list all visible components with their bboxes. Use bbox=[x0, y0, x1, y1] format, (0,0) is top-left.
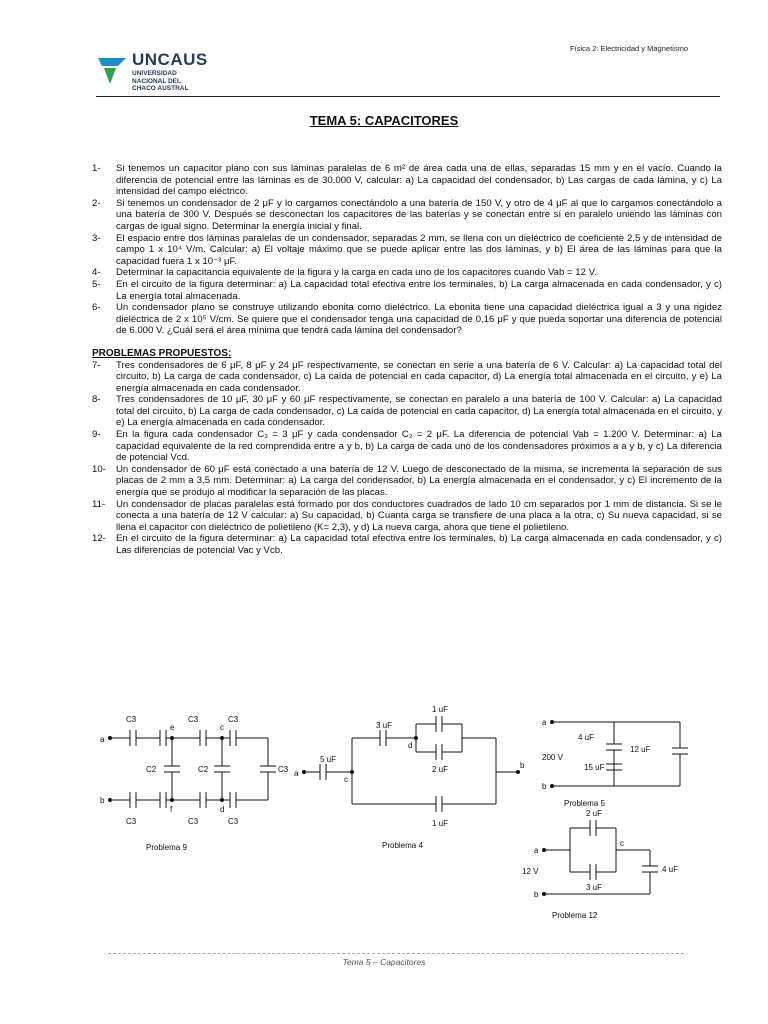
logo-sub-line: NACIONAL DEL bbox=[132, 77, 181, 85]
problem-text: En el circuito de la figura determinar: a) La capacidad total efectiva entre los terminales, b) La carga almacenada en cada condensador, y c) Las diferencias de potencial Vac y Vcb. bbox=[116, 533, 722, 556]
problem-item bbox=[92, 394, 722, 429]
circuit-problema-4 bbox=[294, 705, 525, 850]
problem-number: 12- bbox=[92, 533, 106, 545]
node-b-label: b bbox=[520, 761, 525, 770]
caption-problema-9: Problema 9 bbox=[146, 843, 187, 852]
problem-item bbox=[92, 429, 722, 464]
problem-number: 1- bbox=[92, 163, 101, 174]
cap-12uf-label: 12 uF bbox=[630, 745, 651, 754]
circuit-problema-12 bbox=[522, 809, 678, 920]
cap-c3-label: C3 bbox=[228, 715, 239, 724]
problem-number: 7- bbox=[92, 359, 101, 371]
footer-divider bbox=[108, 953, 684, 954]
problem-number: 5- bbox=[92, 278, 101, 290]
page-title: TEMA 5: CAPACITORES bbox=[309, 113, 459, 128]
problem-item bbox=[92, 198, 722, 233]
problem-item bbox=[92, 533, 722, 556]
course-name: Física 2: Electricidad y Magnetismo bbox=[570, 44, 688, 53]
cap-c2-label: C2 bbox=[146, 765, 157, 774]
problem-item bbox=[92, 360, 722, 395]
problem-text: En el circuito de la figura determinar: a) La capacidad total efectiva entre los terminales, b) La carga almacenada en cada condensador, y c) La energía total almacenada. bbox=[116, 278, 722, 302]
circuit-problema-9 bbox=[100, 715, 289, 852]
cap-15uf-label: 15 uF bbox=[584, 763, 605, 772]
page-footer: Tema 5 – Capacitores bbox=[342, 957, 426, 967]
voltage-12v-label: 12 V bbox=[522, 867, 539, 876]
cap-c3-label: C3 bbox=[228, 817, 239, 826]
problem-item bbox=[92, 279, 722, 302]
problem-number: 6- bbox=[92, 302, 101, 314]
node-a-label: a bbox=[294, 769, 299, 778]
university-logo bbox=[96, 50, 236, 92]
cap-2uf-label: 2 uF bbox=[586, 809, 603, 818]
cap-1uf-label: 1 uF bbox=[432, 705, 449, 714]
node-c-label: c bbox=[220, 723, 224, 732]
problem-list bbox=[92, 163, 722, 557]
problem-text: Tres condensadores de 6 μF, 8 μF y 24 μF respectivamente, se conectan en serie a una batería de 6 V. Calcular: a) La capacidad total del circuito, b) La carga de cada condensador, c) La caída de potencial en cada capacitor, d) La energía total almacenada en el circuito, y e) La energía almacenada en cada condensador. bbox=[116, 359, 722, 394]
cap-4uf-label: 4 uF bbox=[662, 865, 679, 874]
problem-item bbox=[92, 233, 722, 268]
cap-3uf-label: 3 uF bbox=[586, 883, 603, 892]
problem-text: Un condensador de placas paralelas está formado por dos conductores cuadrados de lado 10 cm separados por 1 mm de distancia. Si se le conecta a una batería de 12 V calcular: a) Su capacidad, b) Cuanta carga se transfiere de una placa a la otra, c) Su nueva capacidad, si se llena el capacitor con dieléctrico de polietileno (K= 2,3), y d) La nueva carga, ahora que tiene el polietileno. bbox=[116, 498, 722, 533]
logo-sub-line: UNIVERSIDAD bbox=[132, 70, 177, 77]
node-b-label: b bbox=[100, 796, 105, 805]
caption-problema-12: Problema 12 bbox=[552, 911, 598, 920]
problem-text: Un condensador de 60 μF está conectado a una batería de 12 V. Luego de desconectado de la misma, se incrementa la separación de sus placas de 2 mm a 3,5 mm. Determinar: a) La carga del condensador, b) La energía almacenada en el condensador, y c) El incremento de la energía que se produjo al modificar la separación de las placas. bbox=[116, 463, 722, 499]
section-heading: PROBLEMAS PROPUESTOS: bbox=[92, 347, 232, 359]
node-c-label: c bbox=[344, 775, 348, 784]
problem-text: El espacio entre dos láminas paralelas de un condensador, separadas 2 mm, se llena con un dieléctrico de coeficiente 2,5 y de intensidad de campo 1 x 10⁴ V/m. Calcular: a) El voltaje máximo que se puede aplicar entre las dos láminas, y b) El área de las láminas para que la capacidad fuera 1 x 10⁻³ μF. bbox=[116, 232, 722, 267]
problem-number: 4- bbox=[92, 267, 101, 279]
page-header bbox=[96, 40, 720, 97]
cap-c3-label: C3 bbox=[126, 715, 137, 724]
node-a-label: a bbox=[534, 846, 539, 855]
circuit-problema-5 bbox=[542, 718, 688, 808]
logo-name: UNCAUS bbox=[132, 50, 208, 69]
problem-number: 10- bbox=[92, 463, 106, 475]
node-b-label: b bbox=[534, 890, 539, 899]
node-c-label: c bbox=[620, 839, 624, 848]
cap-c3-label: C3 bbox=[126, 817, 137, 826]
problem-item bbox=[92, 499, 722, 534]
problem-item bbox=[92, 267, 722, 279]
problem-text: En la figura cada condensador C₃ = 3 μF y cada condensador C₂ = 2 μF. La diferencia de potencial Vab = 1.200 V. Determinar: a) La capacidad equivalente de la red comprendida entre a y b, b) La carga de cada uno de los condensadores próximos a a y b, y c) La diferencia de potencial Vcd. bbox=[116, 429, 722, 464]
caption-problema-4: Problema 4 bbox=[382, 841, 423, 850]
logo-subtitle bbox=[132, 70, 252, 93]
problem-number: 11- bbox=[92, 498, 106, 510]
problem-item bbox=[92, 163, 722, 198]
problem-text: Si tenemos un capacitor plano con sus láminas paralelas de 6 m² de área cada una de ellas, separadas 15 mm y en el vacío. Cuando la diferencia de potencial entre las láminas es de 30.000 V, calcular: a) La capacidad del condensador, b) Las cargas de cada lámina, y c) La intensidad del campo eléctrico. bbox=[116, 163, 722, 198]
node-d-label: d bbox=[408, 741, 413, 750]
problem-number: 9- bbox=[92, 429, 101, 441]
node-d-label: d bbox=[220, 805, 225, 814]
cap-4uf-label: 4 uF bbox=[578, 733, 595, 742]
problem-text: Un condensador plano se construye utilizando ebonita como dieléctrico. La ebonita tiene una capacidad dieléctrica igual a 3 y una rigidez dieléctrica de 2 x 10⁵ V/cm. Se quiere que el condensador tenga una capacidad de 0,16 μF y que pueda soportar una diferencia de potencial de 6.000 V. ¿Cuál será el área mínima que tendrá cada lámina del condensador? bbox=[116, 302, 722, 337]
cap-2uf-label: 2 uF bbox=[432, 765, 449, 774]
figures-area bbox=[90, 700, 710, 930]
problem-number: 2- bbox=[92, 197, 101, 209]
voltage-200v-label: 200 V bbox=[542, 753, 563, 762]
problem-text: Tres condensadores de 10 μF, 30 μF y 60 μF respectivamente, se conectan en paralelo a una batería de 100 V. Calcular: a) La capacidad total del circuito, b) La carga de cada condensador, c) La caída de potencial en cada capacitor, d) La energía total almacenada en el circuito, y e) La energía almacenada en cada condensador. bbox=[116, 394, 722, 429]
caption-problema-5: Problema 5 bbox=[564, 799, 605, 808]
logo-sub-line: CHACO AUSTRAL bbox=[132, 85, 189, 92]
problem-item bbox=[92, 302, 722, 337]
node-e-label: e bbox=[170, 723, 175, 732]
cap-3uf-label: 3 uF bbox=[376, 721, 393, 730]
node-a-label: a bbox=[100, 735, 105, 744]
problem-number: 8- bbox=[92, 394, 101, 406]
cap-c2-label: C2 bbox=[198, 765, 209, 774]
node-a-label: a bbox=[542, 718, 547, 727]
problem-text: Determinar la capacitancia equivalente de la figura y la carga en cada uno de los capacitores cuando Vab = 12 V. bbox=[116, 267, 597, 279]
cap-c3-label: C3 bbox=[188, 817, 199, 826]
cap-c3-label: C3 bbox=[188, 715, 199, 724]
problem-item bbox=[92, 464, 722, 499]
node-b-label: b bbox=[542, 782, 547, 791]
problem-number: 3- bbox=[92, 232, 101, 244]
node-f-label: f bbox=[170, 805, 173, 814]
cap-c3-label: C3 bbox=[278, 765, 289, 774]
cap-5uf-label: 5 uF bbox=[320, 755, 337, 764]
problem-text: Si tenemos un condensador de 2 μF y lo cargamos conectándolo a una batería de 150 V, y otro de 4 μF al que lo cargamos conectándolo a una batería de 300 V. Después se desconectan los capacitores de las baterías y se conectan entre sí en paralelo uniendo las láminas con cargas de igual signo. Determinar la energía inicial y final. bbox=[116, 197, 722, 232]
cap-1uf-label: 1 uF bbox=[432, 819, 449, 828]
logo-mark-icon bbox=[96, 54, 128, 88]
